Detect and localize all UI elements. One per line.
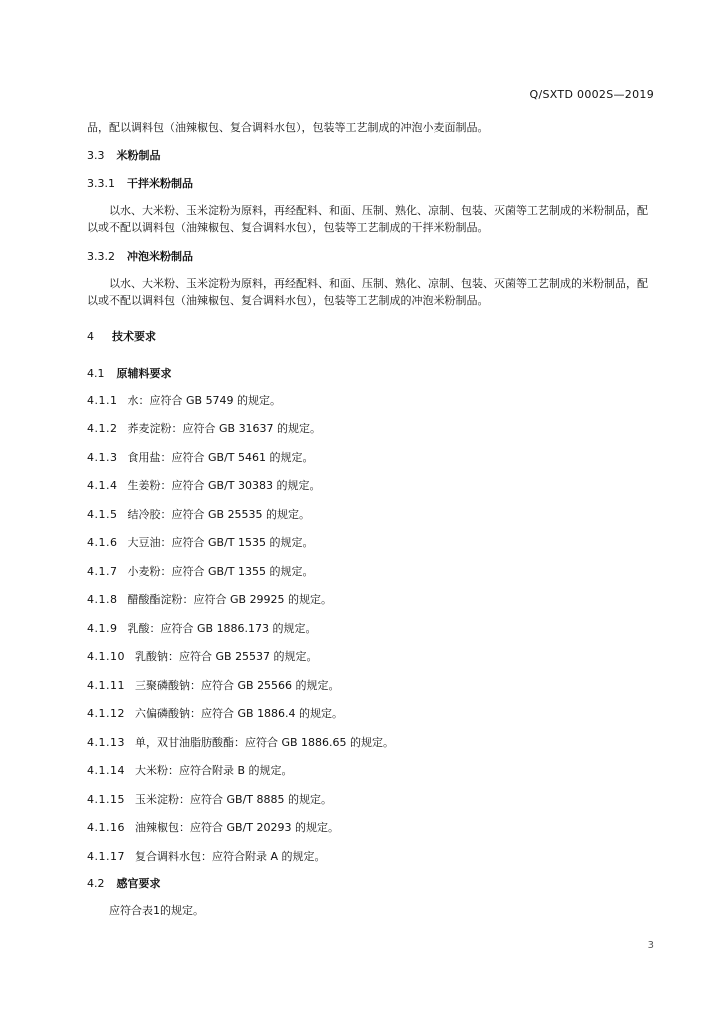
item-number: 4.1.5 (87, 507, 118, 521)
item-text: 玉米淀粉：应符合 GB/T 8885 的规定。 (135, 792, 332, 806)
list-item (87, 614, 657, 643)
item-number: 4.1.9 (87, 621, 118, 635)
section-title: 技术要求 (112, 330, 156, 343)
section-number: 3.3 (87, 149, 105, 162)
section-4-2-heading (87, 875, 657, 892)
item-text: 食用盐：应符合 GB/T 5461 的规定。 (127, 450, 314, 464)
item-text: 生姜粉：应符合 GB/T 30383 的规定。 (127, 479, 321, 493)
section-title: 原辅料要求 (116, 367, 172, 380)
item-text: 六偏磷酸钠：应符合 GB 1886.4 的规定。 (135, 707, 344, 721)
section-number: 4.1 (87, 367, 105, 380)
section-title: 米粉制品 (116, 149, 161, 162)
list-item (87, 472, 657, 501)
list-item (87, 415, 657, 444)
list-item (87, 700, 657, 729)
section-3-3-heading (87, 147, 657, 164)
section-title: 感官要求 (116, 876, 161, 890)
list-item (87, 728, 657, 757)
item-text: 乳酸：应符合 GB 1886.173 的规定。 (127, 621, 317, 635)
list-item (87, 529, 657, 558)
item-text: 三聚磷酸钠：应符合 GB 25566 的规定。 (135, 678, 340, 692)
standard-code: Q/SXTD 0002S—2019 (529, 88, 654, 101)
item-number: 4.1.17 (87, 849, 125, 863)
section-4-2-text: 应符合表1的规定。 (109, 903, 204, 917)
item-text: 醋酸酯淀粉：应符合 GB 29925 的规定。 (127, 593, 333, 607)
item-number: 4.1.3 (87, 450, 118, 464)
item-text: 大豆油：应符合 GB/T 1535 的规定。 (127, 536, 314, 550)
section-title: 干拌米粉制品 (127, 177, 193, 190)
section-number: 3.3.1 (87, 177, 115, 190)
item-number: 4.1.12 (87, 707, 125, 721)
list-item (87, 443, 657, 472)
section-3-3-2-text: 以水、大米粉、玉米淀粉为原料，再经配料、和面、压制、熟化、凉制、包装、灭菌等工艺制成的米粉制品，配以或不配以调料包（油辣椒包、复合调料水包），包装等工艺制成的冲泡米粉制品。 (87, 277, 648, 307)
list-item (87, 386, 657, 415)
list-item (87, 842, 657, 871)
item-text: 结冷胶：应符合 GB 25535 的规定。 (127, 507, 311, 521)
item-text: 单，双甘油脂肪酸酯：应符合 GB 1886.65 的规定。 (135, 735, 395, 749)
continued-paragraph: 品，配以调料包（油辣椒包、复合调料水包），包装等工艺制成的冲泡小麦面制品。 (87, 121, 489, 134)
item-number: 4.1.14 (87, 764, 125, 778)
item-text: 小麦粉：应符合 GB/T 1355 的规定。 (127, 564, 314, 578)
section-number: 4.2 (87, 876, 105, 890)
item-text: 乳酸钠：应符合 GB 25537 的规定。 (135, 650, 318, 664)
section-number: 4 (87, 330, 94, 343)
list-item (87, 671, 657, 700)
item-number: 4.1.10 (87, 650, 125, 664)
document-body (87, 119, 657, 919)
item-text: 荞麦淀粉：应符合 GB 31637 的规定。 (127, 422, 322, 436)
section-4-1-heading (87, 365, 657, 382)
list-item (87, 557, 657, 586)
section-3-3-2-heading (87, 248, 657, 265)
item-number: 4.1.7 (87, 564, 118, 578)
item-number: 4.1.6 (87, 536, 118, 550)
page-number: 3 (647, 940, 654, 951)
item-text: 油辣椒包：应符合 GB/T 20293 的规定。 (135, 821, 339, 835)
item-number: 4.1.11 (87, 678, 125, 692)
list-item (87, 814, 657, 843)
list-item (87, 757, 657, 786)
item-number: 4.1.2 (87, 422, 118, 436)
item-text: 水：应符合 GB 5749 的规定。 (127, 393, 282, 407)
item-number: 4.1.4 (87, 479, 118, 493)
section-3-3-1-text: 以水、大米粉、玉米淀粉为原料，再经配料、和面、压制、熟化、凉制、包装、灭菌等工艺制成的米粉制品，配以或不配以调料包（油辣椒包、复合调料水包），包装等工艺制成的干拌米粉制品。 (87, 204, 648, 234)
item-number: 4.1.16 (87, 821, 125, 835)
list-item (87, 500, 657, 529)
section-4-heading (87, 328, 657, 345)
section-3-3-1-heading (87, 175, 657, 192)
list-item (87, 643, 657, 672)
item-text: 大米粉：应符合附录 B 的规定。 (135, 764, 293, 778)
section-number: 3.3.2 (87, 250, 115, 263)
list-item (87, 785, 657, 814)
requirements-list (87, 386, 657, 871)
item-number: 4.1.13 (87, 735, 125, 749)
item-number: 4.1.8 (87, 593, 118, 607)
section-title: 冲泡米粉制品 (127, 250, 193, 263)
item-number: 4.1.15 (87, 792, 125, 806)
item-number: 4.1.1 (87, 393, 118, 407)
item-text: 复合调料水包：应符合附录 A 的规定。 (135, 849, 326, 863)
list-item (87, 586, 657, 615)
